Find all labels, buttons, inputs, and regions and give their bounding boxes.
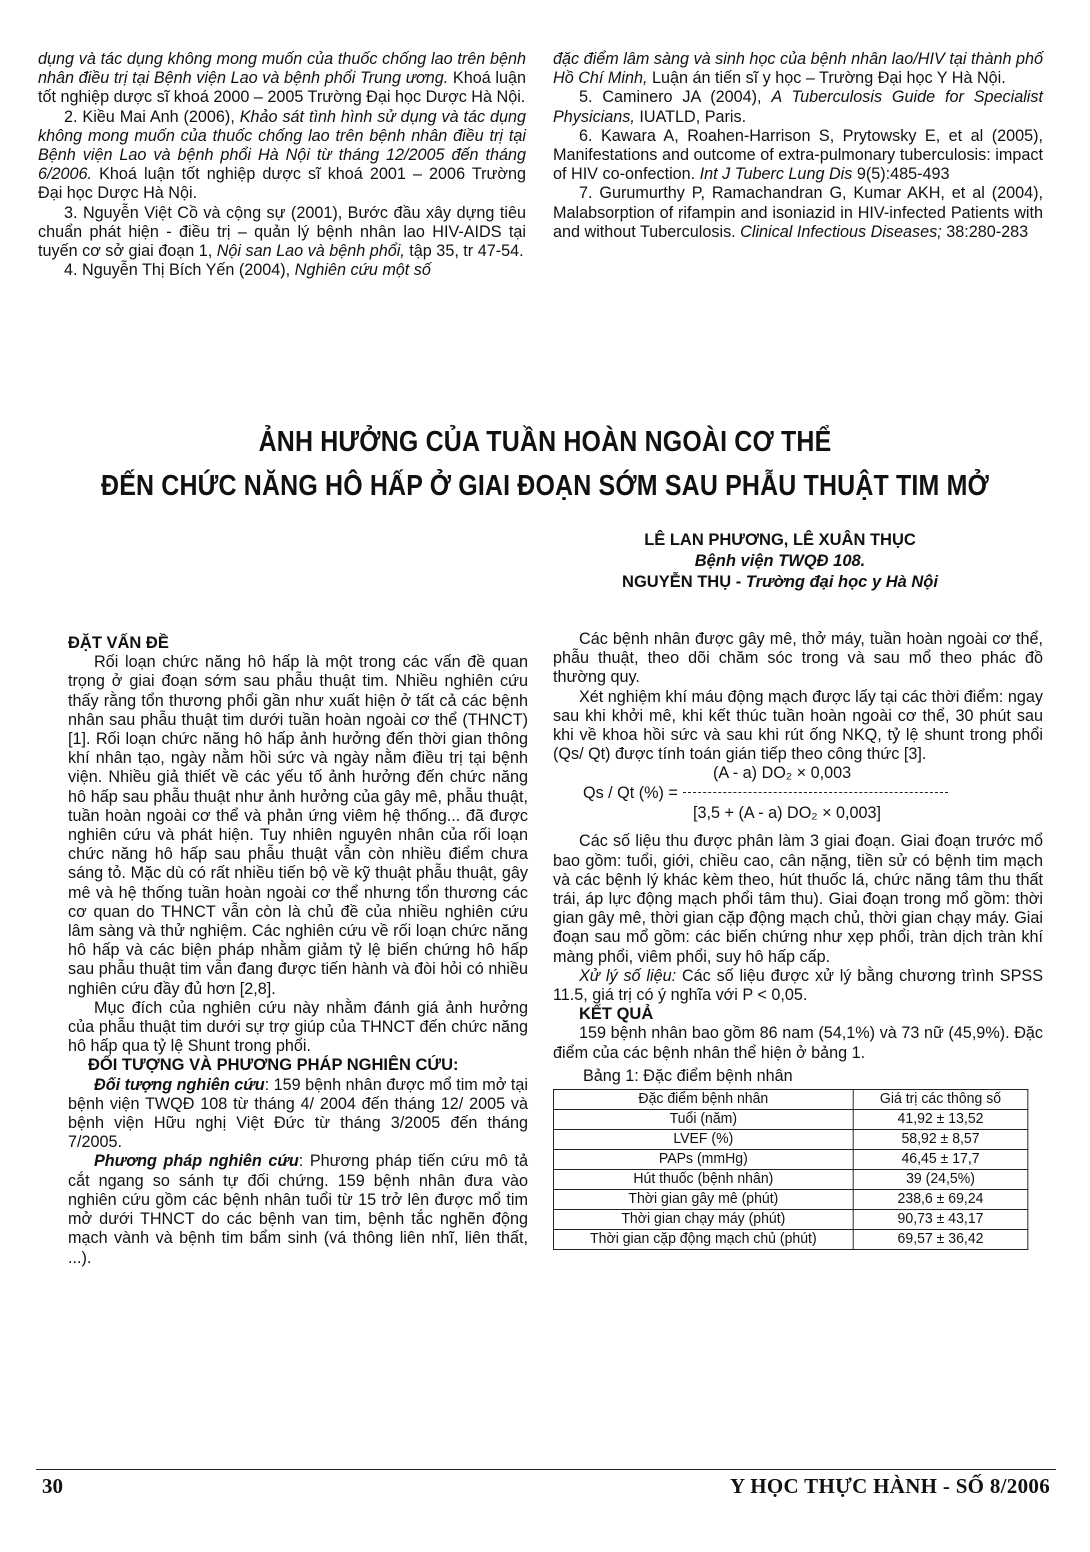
article-title-line: ẢNH HƯỞNG CỦA TUẦN HOÀN NGOÀI CƠ THỂ (258, 426, 832, 458)
table-cell: 58,92 ± 8,57 (853, 1130, 1028, 1150)
shunt-formula (553, 764, 1043, 832)
reference-item: 7. Gurumurthy P, Ramachandran G, Kumar AKH, et al (2004), Malabsorption of rifampin and isoniazid in HIV-infected Patients with and without Tuberculosis. Clinical Infectious Diseases; 38:280-283 (553, 184, 1043, 241)
paragraph: Các bệnh nhân được gây mê, thở máy, tuần hoàn ngoài cơ thể, phẫu thuật, theo dõi chăm sóc trong và sau mổ theo phác đồ thường quy. (553, 630, 1043, 687)
table-cell: 238,6 ± 69,24 (853, 1190, 1028, 1210)
table-header-cell: Đặc điểm bệnh nhân (553, 1090, 853, 1110)
reference-item: 6. Kawara A, Roahen-Harrison S, Prytowsky E, et al (2005), Manifestations and outcome of extra-pulmonary tuberculosis: impact of HIV co-onfection. Int J Tuberc Lung Dis 9(5):485-493 (553, 126, 1043, 184)
table-cell: 69,57 ± 36,42 (853, 1230, 1028, 1250)
page-number: 30 (42, 1474, 63, 1498)
paragraph: Đối tượng nghiên cứu: 159 bệnh nhân được mổ tim mở tại bệnh viện TWQĐ 108 từ tháng 4/ 2004 đến tháng 12/ 2005 và bệnh viện Hữu nghị Việt Đức từ tháng 3/2005 đến tháng 7/2005. (68, 1075, 528, 1152)
paragraph: Xử lý số liệu: Các số liệu được xử lý bằng chương trình SPSS 11.5, giá trị có ý nghĩa với P < 0,05. (553, 966, 1043, 1005)
article-title (76, 420, 1013, 508)
reference-item: 2. Kiều Mai Anh (2006), Khảo sát tình hình sử dụng và tác dụng không mong muốn của thuốc chống lao trên bệnh nhân điều trị tại Bệnh viện Lao và bệnh phổi Hà Nội từ tháng 12/2005 đến tháng 6/2006. Khoá luận tốt nghiệp dược sĩ khoá 2001 – 2006 Trường Đại học Dược Hà Nội. (38, 107, 527, 203)
table-row (553, 1210, 1027, 1230)
reference-item: đặc điểm lâm sàng và sinh học của bệnh nhân lao/HIV tại thành phố Hồ Chí Minh, Luận án tiến sĩ y học – Trường Đại học Y Hà Nội. (553, 50, 1043, 88)
reference-item: dụng và tác dụng không mong muốn của thuốc chống lao trên bệnh nhân điều trị tại Bệnh viện Lao và bệnh phổi Trung ương. Khoá luận tốt nghiệp dược sĩ khoá 2000 – 2005 Trường Đại học Dược Hà Nội. (38, 50, 526, 107)
table-caption: Bảng 1: Đặc điểm bệnh nhân (583, 1066, 793, 1085)
author-names: LÊ LAN PHƯƠNG, LÊ XUÂN THỤC (644, 531, 916, 549)
body-right-column (553, 630, 1043, 1250)
fraction-bar (683, 792, 948, 793)
paragraph: Xét nghiệm khí máu động mạch được lấy tại các thời điểm: ngay sau khi khởi mê, khi kết thúc tuần hoàn ngoài cơ thể, 30 phút sau khi về khoa hồi sức và sau khi rút ống NKQ, tỷ lệ shunt trong phổi (Qs/ Qt) được tính toán gián tiếp theo công thức [3]. (553, 687, 1043, 764)
table-row (553, 1230, 1027, 1250)
formula-denominator: [3,5 + (A - a) DO₂ × 0,003] (693, 804, 882, 823)
author-name: NGUYỄN THỤ (622, 573, 732, 591)
table-cell: Tuổi (năm) (553, 1110, 853, 1130)
paragraph: Rối loạn chức năng hô hấp là một trong các vấn đề quan trọng ở giai đoạn sớm sau phẫu thuật tim. Nhiều nghiên cứu thấy rằng tổn thương phổi gần như xuất hiện ở tất cả các bệnh nhân sau phẫu thuật tim dưới tuần hoàn ngoài cơ thể (THNCT)[1]. Rối loạn chức năng hô hấp ảnh hưởng đến thời gian thông khí nhân tạo, ngày nằm hồi sức và ngày nằm điều trị tại bệnh viện. Nhiều giả thiết về các yếu tố ảnh hưởng đến chức năng hô hấp sau phẫu thuật như ảnh hưởng của gây mê, phẫu thuật, tuần hoàn ngoài cơ thể và phản ứng viêm hệ thống... đã được nghiên cứu và phát hiện. Tuy nhiên nguyên nhân của rối loạn chức năng hô hấp sau phẫu thuật vẫn còn nhiều điểm chưa sáng tỏ. Mặc dù có rất nhiều tiến bộ về kỹ thuật phẫu thuật, gây mê và hệ thống tuần hoàn ngoài cơ thể nhưng tổn thương các cơ quan do THNCT vẫn còn là chủ đề của nhiều nghiên cứu lâm sàng và thử nghiệm. Các nghiên cứu về rối loạn chức năng hô hấp và các biện pháp nhằm giảm tỷ lệ biến chứng hô hấp sau phẫu thuật tim vẫn đang được tiến hành và đòi hỏi có nhiều nghiên cứu đầy đủ hơn [2,8]. (68, 653, 528, 998)
footer-divider (36, 1469, 1056, 1470)
patient-characteristics-table (553, 1089, 1028, 1250)
table-cell: Thời gian chạy máy (phút) (553, 1210, 853, 1230)
author-block (560, 530, 1000, 593)
table-header-row (553, 1090, 1027, 1110)
references-right-column (553, 50, 1043, 242)
table-row (553, 1170, 1027, 1190)
table-cell: LVEF (%) (553, 1130, 853, 1150)
table-cell: PAPs (mmHg) (553, 1150, 853, 1170)
section-heading-introduction: ĐẶT VẤN ĐỀ (68, 634, 169, 652)
paragraph: Các số liệu thu được phân làm 3 giai đoạn. Giai đoạn trước mổ bao gồm: tuổi, giới, chiều cao, cân nặng, tiền sử có bệnh tim mạch và các bệnh lý khác kèm theo, hút thuốc lá, chức năng tâm thu thất trái, áp lực động mạch phổi tâm thu). Giai đoạn trong mổ gồm: thời gian gây mê, thời gian cặp động mạch chủ, thời gian chạy máy. Giai đoạn sau mổ gồm: các biến chứng như xẹp phổi, tràn dịch tràn khí màng phổi, viêm phổi, suy hô hấp cấp. (553, 832, 1043, 966)
table-row (553, 1110, 1027, 1130)
table-cell: 90,73 ± 43,17 (853, 1210, 1028, 1230)
table-cell: 39 (24,5%) (853, 1170, 1028, 1190)
author-affiliation: Trường đại học y Hà Nội (745, 573, 938, 591)
section-heading-methods: ĐỐI TƯỢNG VÀ PHƯƠNG PHÁP NGHIÊN CỨU: (88, 1056, 459, 1075)
article-title-line: ĐẾN CHỨC NĂNG HÔ HẤP Ở GIAI ĐOẠN SỚM SAU PHẪU THUẬT TIM MỞ (101, 470, 989, 502)
table-cell: Thời gian gây mê (phút) (553, 1190, 853, 1210)
table-cell: 46,45 ± 17,7 (853, 1150, 1028, 1170)
paragraph: 159 bệnh nhân bao gồm 86 nam (54,1%) và 73 nữ (45,9%). Đặc điểm của các bệnh nhân thể hiện ở bảng 1. (553, 1024, 1043, 1062)
body-left-column (68, 634, 528, 1268)
table-row (553, 1150, 1027, 1170)
journal-name: Y HỌC THỰC HÀNH - SỐ 8/2006 (730, 1474, 1051, 1498)
references-left-column (38, 50, 526, 280)
formula-lhs: Qs / Qt (%) = (583, 784, 678, 803)
table-header-cell: Giá trị các thông số (853, 1090, 1028, 1110)
reference-item: 3. Nguyễn Việt Cồ và cộng sự (2001), Bước đầu xây dựng tiêu chuẩn phát hiện - điều trị – quản lý bệnh nhân lao HIV-AIDS tại tuyến cơ sở giai đoạn 1, Nội san Lao và bệnh phổi, tập 35, tr 47-54. (38, 203, 526, 261)
table-cell: Thời gian cặp động mạch chủ (phút) (553, 1230, 853, 1250)
author-affiliation: Bệnh viện TWQĐ 108. (694, 552, 866, 570)
author-line: NGUYỄN THỤ - Trường đại học y Hà Nội (622, 573, 938, 591)
table-row (553, 1190, 1027, 1210)
formula-numerator: (A - a) DO₂ × 0,003 (713, 764, 852, 783)
section-heading-results: KẾT QUẢ (579, 1005, 654, 1024)
paragraph: Mục đích của nghiên cứu này nhằm đánh giá ảnh hưởng của phẫu thuật tim dưới sự trợ giúp của THNCT đến chức năng hô hấp qua tỷ lệ Shunt trong phổi. (68, 998, 528, 1056)
reference-item: 4. Nguyễn Thị Bích Yến (2004), Nghiên cứu một số (64, 261, 431, 280)
paragraph: Phương pháp nghiên cứu: Phương pháp tiến cứu mô tả cắt ngang so sánh tự đối chứng. 159 bệnh nhân đưa vào nghiên cứu gồm các bệnh nhân tuổi từ 15 trở lên được mổ tim mở dưới THNCT do các bệnh van tim, bệnh tắc nghẽn động mạch vành và bệnh tim bẩm sinh (vá thông liên nhĩ, liên thất, ...). (68, 1152, 528, 1267)
reference-item: 5. Caminero JA (2004), A Tuberculosis Guide for Specialist Physicians, IUATLD, Paris. (553, 88, 1043, 126)
table-cell: Hút thuốc (bệnh nhân) (553, 1170, 853, 1190)
table-row (553, 1130, 1027, 1150)
table-cell: 41,92 ± 13,52 (853, 1110, 1028, 1130)
